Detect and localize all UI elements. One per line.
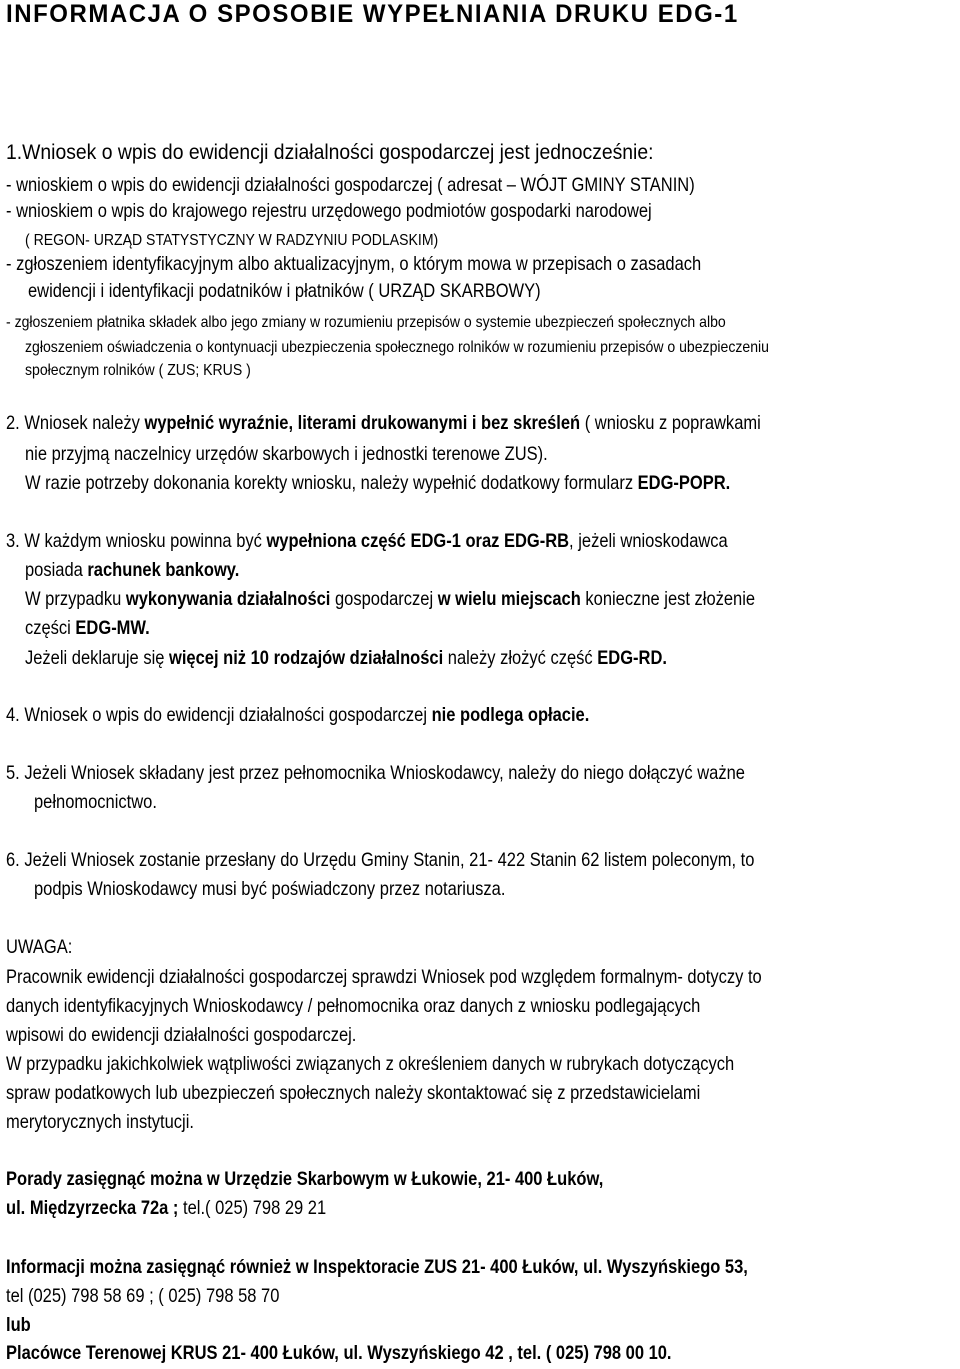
section-6-line-2: podpis Wnioskodawcy musi być poświadczony przez notariusza. [34,879,506,900]
form-edg-rd: EDG-RD. [597,648,667,669]
info-line-2: tel (025) 798 58 69 ; ( 025) 798 58 70 [6,1286,280,1307]
section-3-line-4 [25,617,150,641]
section-1-item-1: - wnioskiem o wpis do ewidencji działalności gospodarczej ( adresat – WÓJT GMINY STANIN) [6,175,695,196]
section-2-correction-text: W razie potrzeby dokonania korekty wniosku, należy wypełnić dodatkowy formularz [25,473,638,494]
section-3-line-2 [25,559,239,583]
section-1-item-2: - wnioskiem o wpis do krajowego rejestru urzędowego podmiotów gospodarki narodowej [6,201,652,222]
section-3-emphasis: wypełniona część EDG-1 oraz EDG-RB [266,531,570,552]
section-3-bank-emphasis: rachunek bankowy. [87,560,240,581]
section-3-declare-text-2: należy złożyć część [443,648,598,669]
section-3-bank-text: posiada [25,560,88,581]
uwaga-heading: UWAGA: [6,937,73,958]
section-5-line-1: 5. Jeżeli Wniosek składany jest przez pełnomocnika Wnioskodawcy, należy do niego dołączyć ważne [6,763,745,784]
section-1-item-4: - zgłoszeniem płatnika składek albo jego zmiany w rozumieniu przepisów o systemie ubezpieczeń społecznych albo [6,314,726,331]
section-3-line-3 [25,588,755,612]
section-1-item-4-cont: zgłoszeniem oświadczenia o kontynuacji ubezpieczenia społecznego rolników w rozumieniu przepisów o ubezpieczeniu [25,339,769,356]
section-1-item-4-end: społecznym rolników ( ZUS; KRUS ) [25,362,251,379]
section-3-line-1 [6,530,728,554]
section-3-text-end: , jeżeli wnioskodawca [569,531,728,552]
section-5-line-2: pełnomocnictwo. [34,792,157,813]
section-1-item-3: - zgłoszeniem identyfikacyjnym albo aktualizacyjnym, o którym mowa w przepisach o zasadach [6,254,702,275]
section-2-text-end: ( wniosku z poprawkami [580,413,761,434]
uwaga-line-3: wpisowi do ewidencji działalności gospodarczej. [6,1025,357,1046]
section-3-declare-emphasis: więcej niż 10 rodzajów działalności [169,648,444,669]
section-4-line-1 [6,704,589,728]
section-1-item-3-cont: ewidencji i identyfikacji podatników i płatników ( URZĄD SKARBOWY) [28,281,541,302]
form-edg-mw: EDG-MW. [75,618,150,639]
section-4-emphasis: nie podlega opłacie. [431,705,590,726]
section-3-emphasis-b: wykonywania działalności [125,589,331,610]
section-3-text-a: W przypadku [25,589,126,610]
section-3-emphasis-d: w wielu miejscach [437,589,581,610]
uwaga-line-2: danych identyfikacyjnych Wnioskodawcy / pełnomocnika oraz danych z wniosku podlegających [6,996,701,1017]
section-3-text-c: gospodarczej [330,589,438,610]
section-1-item-2-detail: ( REGON- URZĄD STATYSTYCZNY W RADZYNIU PODLASKIM) [25,232,439,249]
section-3-declare-text: Jeżeli deklaruje się [25,648,170,669]
porady-phone: tel.( 025) 798 29 21 [178,1198,327,1219]
section-1-intro: 1.Wniosek o wpis do ewidencji działalności gospodarczej jest jednocześnie: [6,140,654,164]
section-4-text: 4. Wniosek o wpis do ewidencji działalności gospodarczej [6,705,432,726]
document-title: INFORMACJA O SPOSOBIE WYPEŁNIANIA DRUKU EDG-1 [6,0,739,28]
section-3-text: 3. W każdym wniosku powinna być [6,531,267,552]
porady-address: ul. Międzyrzecka 72a ; [6,1198,179,1219]
section-2-text: 2. Wniosek należy [6,413,145,434]
form-edg-popr: EDG-POPR. [637,473,731,494]
section-2-emphasis: wypełnić wyraźnie, literami drukowanymi i bez skreśleń [144,413,581,434]
section-2-line-3 [25,472,730,496]
uwaga-line-1: Pracownik ewidencji działalności gospodarczej sprawdzi Wniosek pod względem formalnym- dotyczy to [6,967,762,988]
info-line-1: Informacji można zasięgnąć również w Inspektoracie ZUS 21- 400 Łuków, ul. Wyszyńskiego 53, [6,1257,748,1278]
porady-line-2 [6,1197,326,1221]
uwaga-line-5: spraw podatkowych lub ubezpieczeń społecznych należy skontaktować się z przedstawicielami [6,1083,701,1104]
section-2-line-1 [6,412,761,436]
section-6-line-1: 6. Jeżeli Wniosek zostanie przesłany do Urzędu Gminy Stanin, 21- 422 Stanin 62 listem poleconym, to [6,850,755,871]
info-line-3: lub [6,1315,31,1336]
porady-line-1: Porady zasięgnąć można w Urzędzie Skarbowym w Łukowie, 21- 400 Łuków, [6,1169,604,1190]
info-line-4: Placówce Terenowej KRUS 21- 400 Łuków, ul. Wyszyńskiego 42 , tel. ( 025) 798 00 10. [6,1343,672,1364]
section-2-line-2: nie przyjmą naczelnicy urzędów skarbowych i jednostki terenowe ZUS). [25,444,548,465]
section-3-line-5 [25,647,667,671]
section-3-parts-text: części [25,618,76,639]
uwaga-line-4: W przypadku jakichkolwiek wątpliwości związanych z określeniem danych w rubrykach dotyczących [6,1054,735,1075]
uwaga-line-6: merytorycznych instytucji. [6,1112,194,1133]
section-3-text-e: konieczne jest złożenie [580,589,756,610]
